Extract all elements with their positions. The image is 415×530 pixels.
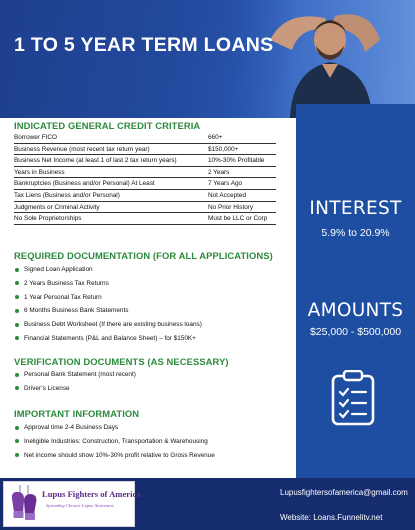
list-item [14, 452, 294, 466]
required-docs-list [14, 266, 294, 349]
criteria-label: Tax Liens (Business and/or Personal) [14, 192, 120, 200]
list-item [14, 307, 294, 321]
bullet-icon [15, 426, 19, 430]
hero-man-relaxing-photo [230, 0, 415, 118]
criteria-row [14, 178, 276, 190]
criteria-row [14, 202, 276, 214]
criteria-row [14, 167, 276, 179]
criteria-value: 660+ [208, 134, 223, 142]
list-item-text: Net income should show 10%-30% profit relative to Gross Revenue [24, 451, 215, 459]
important-info-list [14, 424, 294, 465]
list-item [14, 424, 294, 438]
bullet-icon [15, 281, 19, 285]
criteria-label: Business Revenue (most recent tax return year) [14, 145, 150, 153]
list-item-text: Ineligible Industries: Construction, Transportation & Warehousing [24, 437, 208, 445]
list-item-text: 1 Year Personal Tax Return [24, 293, 102, 301]
bullet-icon [15, 439, 19, 443]
criteria-label: Business Net Income (at least 1 of last 2 tax return years) [14, 157, 177, 165]
criteria-value: 2 Years [208, 168, 230, 176]
criteria-label: Borrower FICO [14, 134, 57, 142]
bullet-icon [15, 309, 19, 313]
criteria-label: Bankruptcies (Business and/or Personal) At Least [14, 180, 155, 188]
criteria-value: $150,000+ [208, 145, 239, 153]
sidebar-corner-accent [260, 96, 320, 126]
credit-criteria-heading: INDICATED GENERAL CREDIT CRITERIA [14, 120, 201, 131]
logo-title: Lupus Fighters of America [42, 489, 141, 499]
required-docs-heading: REQUIRED DOCUMENTATION (FOR ALL APPLICATIONS) [14, 250, 273, 261]
criteria-label: No Sole Proprietorships [14, 215, 82, 223]
list-item [14, 280, 294, 294]
criteria-label: Judgments or Criminal Activity [14, 203, 100, 211]
list-item [14, 294, 294, 308]
criteria-value: 10%-30% Profitable [208, 157, 265, 165]
interest-value: 5.9% to 20.9% [321, 227, 390, 239]
list-item-text: 2 Years Business Tax Returns [24, 279, 109, 287]
criteria-row [14, 155, 276, 167]
bullet-icon [15, 386, 19, 390]
list-item-text: Driver’s License [24, 384, 70, 392]
verification-docs-heading: VERIFICATION DOCUMENTS (AS NECESSARY) [14, 356, 229, 367]
criteria-row [14, 144, 276, 156]
amounts-heading: AMOUNTS [307, 300, 404, 321]
list-item [14, 321, 294, 335]
criteria-row [14, 190, 276, 202]
hero-banner [0, 0, 415, 118]
list-item [14, 385, 294, 399]
criteria-value: Not Accepted [208, 192, 247, 200]
bullet-icon [15, 268, 19, 272]
page-title: 1 TO 5 YEAR TERM LOANS [14, 34, 274, 56]
organization-logo[interactable] [3, 481, 141, 527]
bullet-icon [15, 323, 19, 327]
criteria-value: No Prior History [208, 203, 254, 211]
verification-docs-list [14, 371, 294, 399]
list-item [14, 438, 294, 452]
bullet-icon [15, 336, 19, 340]
criteria-label: Years in Business [14, 168, 65, 176]
logo-tagline: Spreading Chronic Lupus Awareness [46, 503, 114, 508]
criteria-value: Must be LLC or Corp [208, 215, 268, 223]
list-item-text: Business Debt Worksheet (If there are existing business loans) [24, 321, 202, 329]
criteria-row [14, 213, 276, 225]
list-item-text: Approval time 2-4 Business Days [24, 424, 119, 431]
clipboard-checklist-icon [330, 370, 376, 426]
boxing-gloves-icon [8, 485, 40, 523]
important-info-heading: IMPORTANT INFORMATION [14, 408, 140, 419]
list-item [14, 371, 294, 385]
list-item-text: Signed Loan Application [24, 266, 93, 273]
criteria-row [14, 132, 276, 144]
contact-email[interactable]: Lupusfightersofamerica@gmail.com [280, 488, 408, 497]
interest-heading: INTEREST [309, 198, 402, 219]
list-item-text: Personal Bank Statement (most recent) [24, 371, 136, 378]
list-item [14, 335, 294, 349]
credit-criteria-table [14, 132, 276, 225]
bullet-icon [15, 295, 19, 299]
bullet-icon [15, 453, 19, 457]
amounts-value: $25,000 - $500,000 [309, 326, 402, 338]
list-item-text: 6 Months Business Bank Statements [24, 307, 129, 315]
list-item-text: Financial Statements (P&L and Balance Sheet) – for $150K+ [24, 334, 196, 342]
bullet-icon [15, 373, 19, 377]
criteria-value: 7 Years Ago [208, 180, 243, 188]
website-link[interactable]: Website: Loans.Funnelitv.net [280, 513, 383, 522]
list-item [14, 266, 294, 280]
